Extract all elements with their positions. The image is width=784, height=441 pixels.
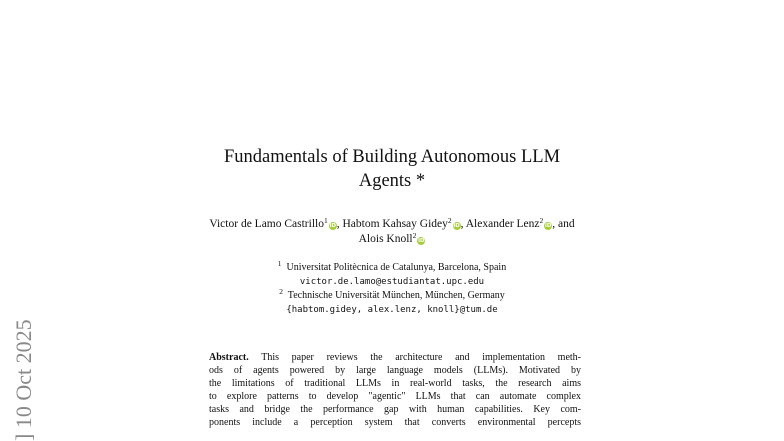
- abstract-label: Abstract.: [209, 352, 249, 363]
- affiliation-name: Technische Universität München, München, Germany: [287, 290, 505, 301]
- title-line-2: Agents *: [358, 171, 426, 191]
- author-line-2: [0, 232, 784, 247]
- author-affil-marker: 2: [539, 216, 544, 225]
- email-2[interactable]: {habtom.gidey, alex.lenz, knoll}@tum.de: [286, 305, 498, 315]
- abstract-line: tasks and bridge the performance gap with human capabilities. Key com-: [209, 404, 581, 415]
- affiliation-name: Universitat Politècnica de Catalunya, Barcelona, Spain: [286, 262, 507, 273]
- orcid-icon[interactable]: iD: [418, 238, 425, 244]
- author-affil-marker: 2: [447, 216, 452, 225]
- abstract-line: the limitations of traditional LLMs in real-world tasks, the research aims: [209, 378, 581, 389]
- abstract: [209, 351, 581, 429]
- abstract-line: ods of agents powered by large language models (LLMs). Motivated by: [209, 365, 581, 376]
- abstract-line: Abstract. This paper reviews the architecture and implementation meth-: [209, 352, 581, 363]
- author-name: Alois Knoll: [358, 233, 413, 245]
- abstract-line: ponents include a perception system that converts environmental percepts: [209, 417, 581, 428]
- author-name: Victor de Lamo Castrillo: [209, 218, 324, 230]
- author-conjunction: , and: [552, 218, 575, 230]
- author-affil-marker: 2: [412, 231, 417, 240]
- orcid-icon[interactable]: iD: [545, 223, 552, 229]
- arxiv-sidebar-stamp: ] 10 Oct 2025: [11, 319, 36, 441]
- author-affil-marker: 1: [323, 216, 328, 225]
- author-name: , Alexander Lenz: [460, 218, 540, 230]
- affiliation-1: [0, 261, 784, 275]
- affil-marker: 2: [279, 287, 283, 296]
- affiliation-2: [0, 289, 784, 303]
- affiliations: [0, 261, 784, 317]
- author-name: , Habtom Kahsay Gidey: [336, 218, 448, 230]
- paper-title: [0, 145, 784, 193]
- title-line-1: Fundamentals of Building Autonomous LLM: [223, 147, 561, 167]
- orcid-icon[interactable]: iD: [453, 223, 460, 229]
- orcid-icon[interactable]: iD: [329, 223, 336, 229]
- email-1[interactable]: victor.de.lamo@estudiantat.upc.edu: [299, 277, 485, 287]
- abstract-line: to explore patterns to develop "agentic" LLMs that can automate complex: [209, 391, 581, 402]
- author-list: [0, 217, 784, 247]
- affil-marker: 1: [277, 259, 282, 268]
- author-line-1: [0, 217, 784, 232]
